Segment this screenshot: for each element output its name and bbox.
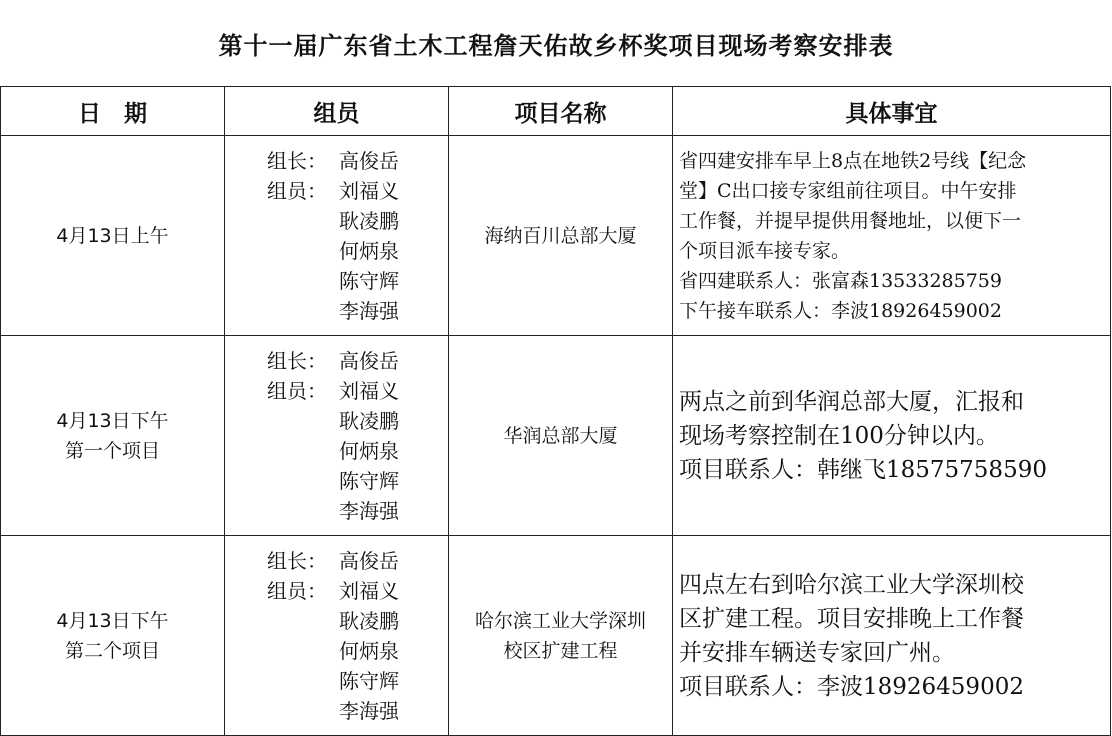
- date-cell: [1, 136, 225, 336]
- header-project: 项目名称: [449, 87, 673, 136]
- header-row: [1, 87, 1111, 136]
- project-name-line: 华润总部大厦: [503, 424, 618, 447]
- details-line: 四点左右到哈尔滨工业大学深圳校: [679, 571, 1024, 598]
- header-details: 具体事宜: [673, 87, 1111, 136]
- member-name: 陈守辉: [339, 268, 399, 293]
- details-cell: [673, 536, 1111, 736]
- document-title: 第十一届广东省土木工程詹天佑故乡杯奖项目现场考察安排表: [218, 30, 894, 60]
- details-line: 两点之前到华润总部大厦，汇报和: [679, 388, 1024, 415]
- leader-name: 高俊岳: [339, 148, 399, 173]
- member-name: 耿凌鹏: [339, 608, 399, 633]
- table-row: [1, 336, 1111, 536]
- member-name: 耿凌鹏: [339, 408, 399, 433]
- project-name-line: 海纳百川总部大厦: [484, 224, 637, 247]
- schedule-table: [0, 86, 1111, 736]
- members-cell: [225, 336, 449, 536]
- details-line: 堂】C出口接专家组前往项目。中午安排: [679, 179, 1017, 202]
- member-name: 李海强: [339, 698, 399, 723]
- details-cell: [673, 136, 1111, 336]
- member-name: 刘福义: [339, 178, 399, 203]
- member-label: 组员：: [267, 578, 327, 603]
- date-line: 4月13日下午: [56, 409, 169, 432]
- table-row: [1, 536, 1111, 736]
- member-label: 组员：: [267, 178, 327, 203]
- details-line: 工作餐，并提早提供用餐地址，以便下一: [679, 209, 1022, 232]
- member-name: 刘福义: [339, 378, 399, 403]
- member-name: 刘福义: [339, 578, 399, 603]
- members-cell: [225, 136, 449, 336]
- member-label: 组员：: [267, 378, 327, 403]
- member-name: 李海强: [339, 498, 399, 523]
- header-date: 日 期: [1, 87, 225, 136]
- date-line: 4月13日上午: [56, 224, 169, 247]
- date-cell: [1, 536, 225, 736]
- member-name: 何炳泉: [339, 238, 399, 263]
- details-line: 个项目派车接专家。: [679, 239, 851, 262]
- leader-label: 组长：: [267, 348, 327, 373]
- details-line: 下午接车联系人：李波18926459002: [679, 299, 1002, 322]
- member-name: 李海强: [339, 298, 399, 323]
- details-line: 项目联系人：李波18926459002: [679, 673, 1024, 700]
- details-line: 并安排车辆送专家回广州。: [679, 639, 955, 666]
- member-name: 何炳泉: [339, 638, 399, 663]
- leader-label: 组长：: [267, 148, 327, 173]
- project-cell: [449, 536, 673, 736]
- member-name: 耿凌鹏: [339, 208, 399, 233]
- header-members: 组员: [225, 87, 449, 136]
- project-name-line: 校区扩建工程: [503, 639, 618, 662]
- table-row: [1, 136, 1111, 336]
- members-cell: [225, 536, 449, 736]
- member-name: 陈守辉: [339, 468, 399, 493]
- project-name-line: 哈尔滨工业大学深圳: [474, 609, 646, 632]
- date-line: 第二个项目: [64, 639, 160, 662]
- project-cell: [449, 136, 673, 336]
- member-name: 陈守辉: [339, 668, 399, 693]
- leader-name: 高俊岳: [339, 348, 399, 373]
- date-line: 第一个项目: [64, 439, 160, 462]
- details-cell: [673, 336, 1111, 536]
- leader-name: 高俊岳: [339, 548, 399, 573]
- details-line: 现场考察控制在100分钟以内。: [679, 422, 999, 449]
- details-line: 项目联系人：韩继飞18575758590: [679, 456, 1047, 483]
- date-cell: [1, 336, 225, 536]
- details-line: 区扩建工程。项目安排晚上工作餐: [679, 605, 1024, 632]
- date-line: 4月13日下午: [56, 609, 169, 632]
- details-line: 省四建安排车早上8点在地铁2号线【纪念: [679, 149, 1027, 172]
- member-name: 何炳泉: [339, 438, 399, 463]
- leader-label: 组长：: [267, 548, 327, 573]
- project-cell: [449, 336, 673, 536]
- details-line: 省四建联系人：张富森13533285759: [679, 269, 1002, 292]
